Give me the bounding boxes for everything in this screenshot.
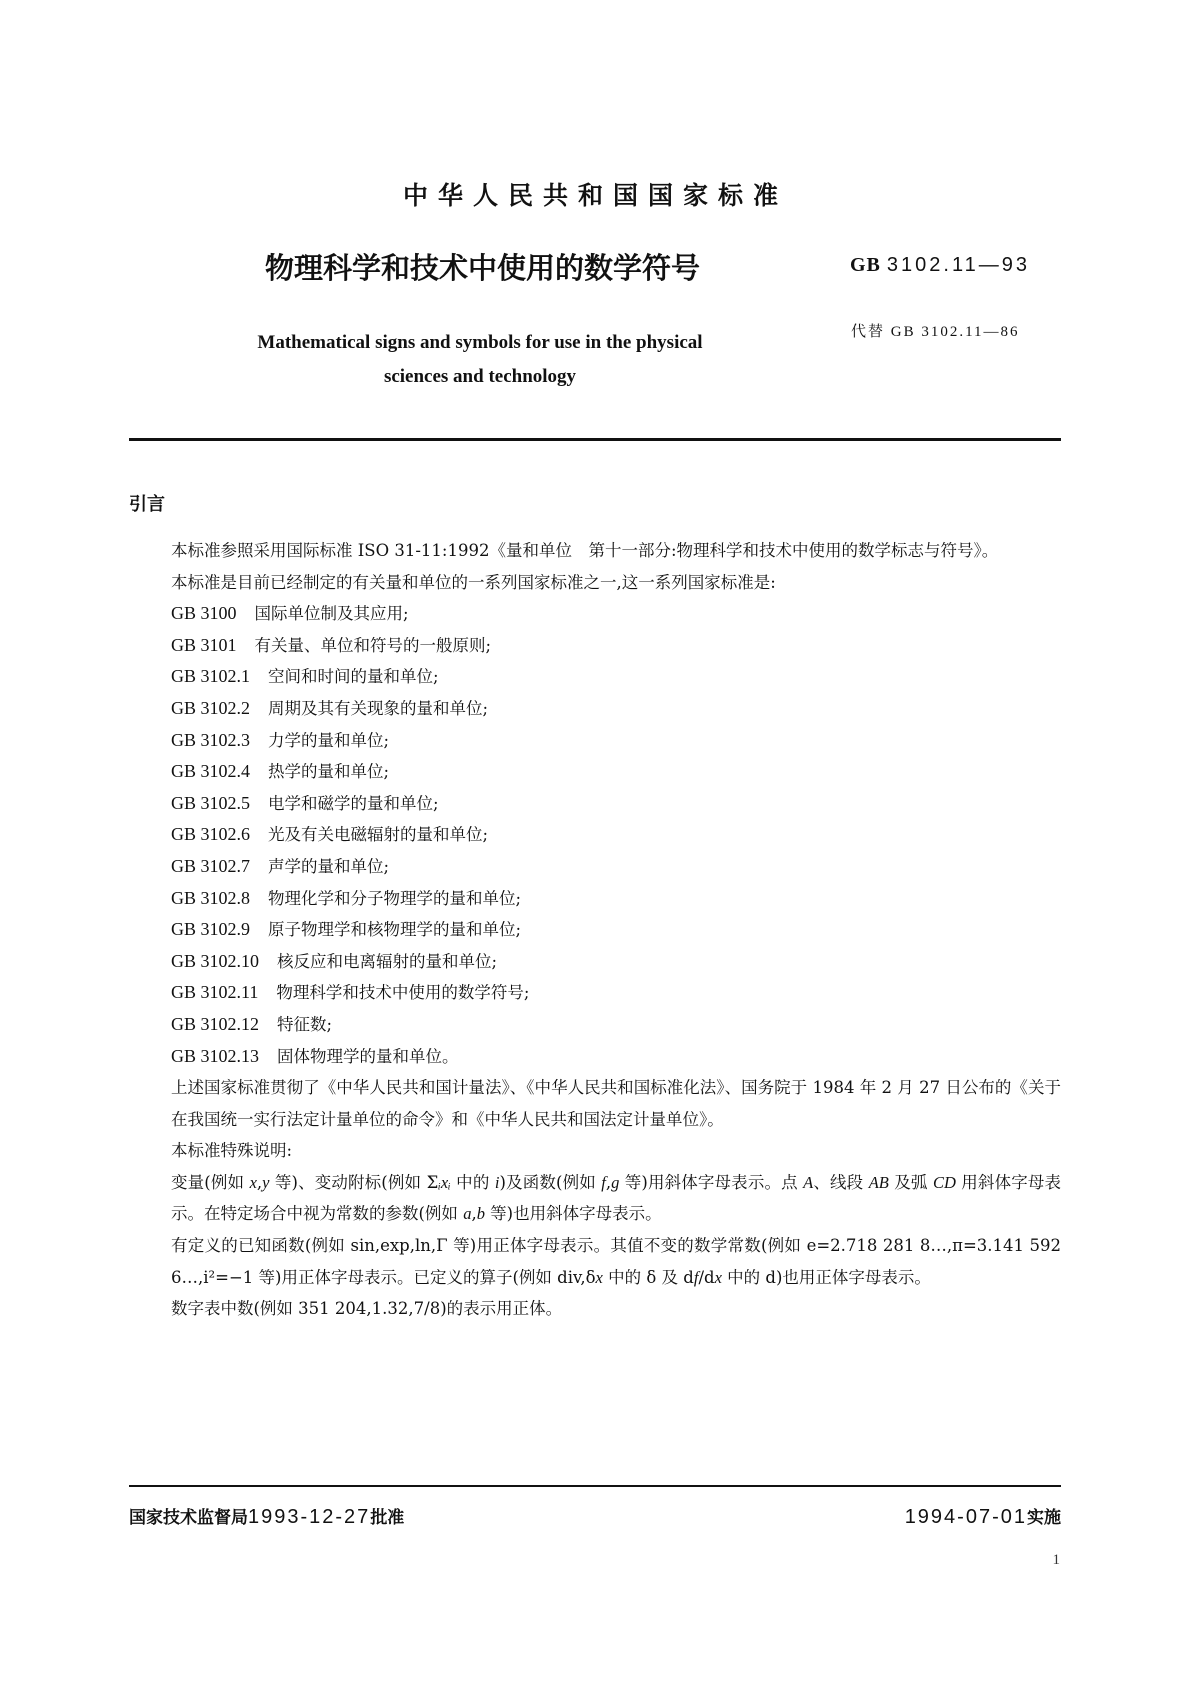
list-item-code: GB 3102.1 xyxy=(171,666,251,687)
list-item-code: GB 3100 xyxy=(171,603,237,624)
standard-number: 3102.11—93 xyxy=(886,254,1030,276)
replaces-standard: 代替 GB 3102.11—86 xyxy=(851,324,1020,340)
footer-divider xyxy=(129,1485,1061,1487)
list-item-code: GB 3102.8 xyxy=(171,887,251,908)
list-item-code: GB 3102.3 xyxy=(171,729,251,750)
list-item-desc: 热学的量和单位; xyxy=(268,762,390,782)
special-notes-heading: 本标准特殊说明: xyxy=(171,1141,293,1161)
numbers-paragraph: 数字表中数(例如 351 204,1.32,7/8)的表示用正体。 xyxy=(171,1299,563,1319)
effective-info xyxy=(905,1503,1061,1529)
list-item-code: GB 3102.13 xyxy=(171,1045,260,1066)
title-en-line-2: sciences and technology xyxy=(383,366,577,387)
intro-paragraph: 本标准参照采用国际标准 ISO 31-11:1992《量和单位 第十一部分:物理科学和技术中使用的数学标志与符号》。 xyxy=(171,541,999,560)
list-item-desc: 物理化学和分子物理学的量和单位; xyxy=(268,888,522,908)
effective-label: 实施 xyxy=(1027,1508,1061,1528)
list-item-desc: 空间和时间的量和单位; xyxy=(268,667,439,687)
standard-code xyxy=(850,254,1030,277)
laws-paragraph: 上述国家标准贯彻了《中华人民共和国计量法》、《中华人民共和国标准化法》、国务院于 1984 年 2 月 27 日公布的《关于在我国统一实行法定计量单位的命令》和《中华人民共和国法定计量单位》。 xyxy=(171,1078,1061,1129)
list-item-desc: 周期及其有关现象的量和单位; xyxy=(268,698,489,718)
list-item-code: GB 3102.2 xyxy=(171,697,251,718)
list-item-desc: 有关量、单位和符号的一般原则; xyxy=(254,635,492,655)
list-item-desc: 固体物理学的量和单位。 xyxy=(277,1046,459,1066)
list-item xyxy=(129,946,1061,978)
series-intro: 本标准是目前已经制定的有关量和单位的一系列国家标准之一,这一系列国家标准是: xyxy=(171,572,776,592)
list-item-desc: 特征数; xyxy=(277,1014,333,1034)
list-item xyxy=(129,788,1061,820)
document-body xyxy=(129,535,1061,1325)
national-standard-heading: 中华人民共和国国家标准 xyxy=(402,181,788,210)
list-item xyxy=(129,725,1061,757)
list-item-desc: 力学的量和单位; xyxy=(268,730,390,750)
standards-list xyxy=(129,598,1061,1072)
approving-authority: 国家技术监督局 xyxy=(129,1508,248,1528)
list-item xyxy=(129,851,1061,883)
list-item-code: GB 3102.12 xyxy=(171,1013,260,1034)
title-en-line-1: Mathematical signs and symbols for use in the physical xyxy=(257,332,703,353)
list-item-desc: 光及有关电磁辐射的量和单位; xyxy=(268,825,489,845)
list-item-code: GB 3102.4 xyxy=(171,761,251,782)
list-item-code: GB 3102.11 xyxy=(171,982,259,1003)
list-item-desc: 物理科学和技术中使用的数学符号; xyxy=(276,983,530,1003)
header-divider xyxy=(129,438,1061,441)
standard-prefix: GB xyxy=(850,254,881,276)
approval-info xyxy=(129,1503,404,1529)
upright-usage-paragraph: 有定义的已知函数(例如 sin,exp,ln,Γ 等)用正体字母表示。其值不变的数学常数(例如 e=2.718 281 8…,π=3.141 592 6…,i²=−1 等)用正体字母表示。已定义的算子(例如 div,δx 中的 δ 及 df/dx 中的 d)也用正体字母表示。 xyxy=(171,1236,1061,1287)
list-item-code: GB 3102.6 xyxy=(171,824,251,845)
list-item-code: GB 3102.9 xyxy=(171,919,251,940)
approval-label: 批准 xyxy=(370,1508,405,1528)
list-item xyxy=(129,693,1061,725)
section-heading: 引言 xyxy=(129,494,165,515)
list-item-code: GB 3101 xyxy=(171,634,237,655)
list-item-code: GB 3102.5 xyxy=(171,792,251,813)
italic-usage-paragraph: 变量(例如 x,y 等)、变动附标(例如 Σᵢxᵢ 中的 i)及函数(例如 f,g 等)用斜体字母表示。点 A、线段 AB 及弧 CD 用斜体字母表示。在特定场合中视为常数的参数(例如 a,b 等)也用斜体字母表示。 xyxy=(171,1172,1062,1224)
page-number: 1 xyxy=(1052,1552,1060,1568)
list-item xyxy=(129,756,1061,788)
document-title-cn: 物理科学和技术中使用的数学符号 xyxy=(265,251,701,285)
list-item xyxy=(129,977,1061,1009)
list-item xyxy=(129,819,1061,851)
list-item-desc: 电学和磁学的量和单位; xyxy=(268,793,439,813)
list-item-desc: 声学的量和单位; xyxy=(268,856,390,876)
list-item xyxy=(129,1041,1061,1073)
document-title-en xyxy=(200,326,760,394)
list-item-desc: 国际单位制及其应用; xyxy=(254,604,409,624)
list-item-desc: 原子物理学和核物理学的量和单位; xyxy=(268,920,522,940)
list-item xyxy=(129,661,1061,693)
list-item xyxy=(129,883,1061,915)
list-item-desc: 核反应和电离辐射的量和单位; xyxy=(277,951,498,971)
list-item xyxy=(129,598,1061,630)
list-item-code: GB 3102.7 xyxy=(171,855,251,876)
list-item xyxy=(129,630,1061,662)
list-item xyxy=(129,914,1061,946)
effective-date: 1994-07-01 xyxy=(904,1506,1027,1528)
approval-date: 1993-12-27 xyxy=(248,1506,371,1528)
list-item xyxy=(129,1009,1061,1041)
list-item-code: GB 3102.10 xyxy=(171,950,260,971)
